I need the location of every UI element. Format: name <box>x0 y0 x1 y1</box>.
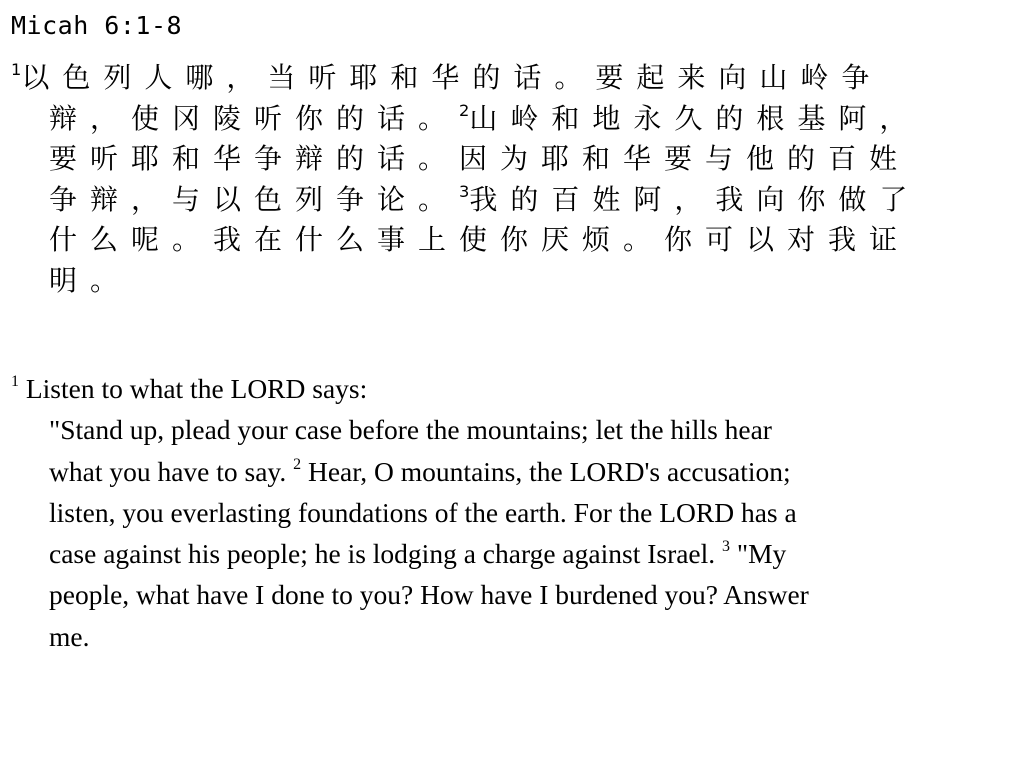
en-line-2 <box>11 409 1011 450</box>
zh-text: 争辩，与以色列争论。 <box>49 182 460 216</box>
verse-number: 3 <box>459 181 470 201</box>
zh-text: 以色列人哪，当听耶和华的话。要起来向山岭争 <box>21 61 883 94</box>
zh-line-3 <box>11 139 1011 180</box>
en-text: Hear, O mountains, the LORD's accusation; <box>301 455 791 487</box>
en-text: what you have to say. <box>49 455 294 487</box>
en-text: "Stand up, plead your case before the mountains; let the hills hear <box>49 414 772 446</box>
verse-number: 2 <box>293 455 302 473</box>
en-text: listen, you everlasting foundations of the earth. For the LORD has a <box>49 496 797 528</box>
zh-line-6 <box>11 261 1011 302</box>
en-text: "My <box>730 538 787 570</box>
zh-text: 什么呢。我在什么事上使你厌烦。你可以对我证 <box>49 223 911 256</box>
en-line-3 <box>11 451 1011 492</box>
zh-text: 明。 <box>49 263 132 297</box>
en-line-6 <box>11 574 1011 615</box>
verse-number: 2 <box>459 100 470 120</box>
en-text: Listen to what the LORD says: <box>18 373 368 404</box>
zh-text: 我的百姓阿，我向你做了 <box>469 182 921 216</box>
en-line-7 <box>11 616 1011 657</box>
en-text: case against his people; he is lodging a charge against Israel. <box>49 538 723 570</box>
en-text: me. <box>49 620 90 652</box>
passage-title: Micah 6:1-8 <box>11 11 183 40</box>
zh-line-2 <box>11 99 1011 140</box>
en-line-1 <box>11 368 1011 409</box>
zh-text: 山岭和地永久的根基阿， <box>469 101 921 135</box>
zh-line-4 <box>11 180 1011 221</box>
verse-number: 1 <box>11 373 19 391</box>
zh-text: 辩，使冈陵听你的话。 <box>49 101 460 135</box>
verse-number: 3 <box>722 538 730 556</box>
zh-line-1 <box>11 58 1011 99</box>
verse-number: 1 <box>11 59 22 79</box>
en-line-4 <box>11 492 1011 533</box>
en-text: people, what have I done to you? How have I burdened you? Answer <box>49 579 809 611</box>
en-line-5 <box>11 533 1011 574</box>
english-passage <box>11 368 1011 657</box>
zh-line-5 <box>11 220 1011 261</box>
chinese-passage <box>11 58 1011 301</box>
zh-text: 要听耶和华争辩的话。因为耶和华要与他的百姓 <box>49 142 911 175</box>
